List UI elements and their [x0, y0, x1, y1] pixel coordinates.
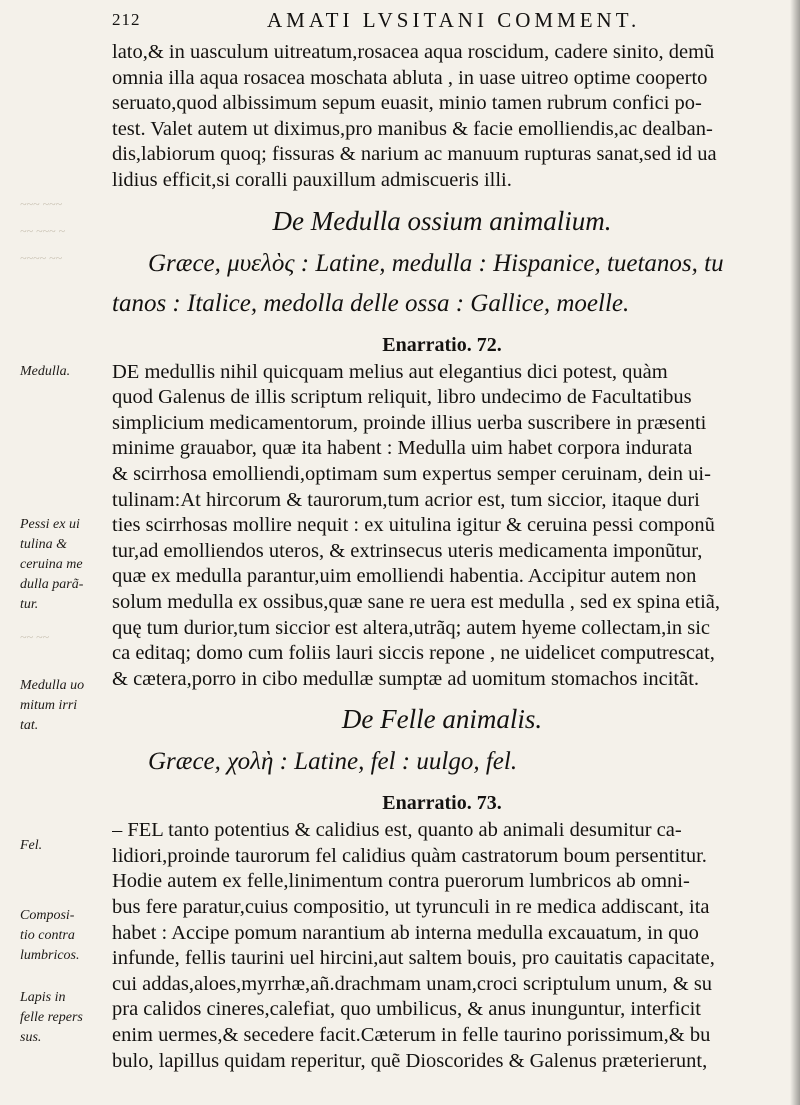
bleed-through-mark: ~~ ~~ — [20, 630, 49, 644]
synonyms-line: tanos : Italice, medolla delle ossa : Gallice, moelle. — [112, 289, 630, 317]
text-line: habet : Accipe pomum narantium ab interna medulla excauatum, in quo — [112, 921, 699, 944]
text-line: solum medulla ex ossibus,quæ sane re uera est medulla , sed ex spina etiã, — [112, 590, 721, 613]
margin-note-vomitum: Medulla uo mitum irri tat. — [20, 678, 85, 733]
bleed-through-mark: ~~~ ~~~ — [20, 197, 62, 211]
section-heading-fel: De Felle animalis. — [341, 704, 543, 735]
paragraph-medulla — [112, 360, 772, 693]
text-line: quod Galenus de illis scriptum reliquit, libro undecimo de Facultatibus — [112, 386, 692, 409]
text-line: tur,ad emolliendos uteros, & extrinsecus uteris medicamenta imponũtur, — [112, 539, 703, 562]
text-line: dis,labiorum quoq; fissuras & narium ac manuum rupturas sanat,sed id ua — [112, 143, 717, 166]
section-heading-medulla: De Medulla ossium animalium. — [272, 205, 612, 236]
text-line: simplicium medicamentorum, proinde illius uerba suscribere in præsenti — [112, 411, 707, 434]
bleed-through-mark: ~~~~ ~~ — [20, 251, 62, 265]
page-header — [112, 6, 792, 36]
text-line: quæ ex medulla parantur,uim emolliendi habentia. Accipitur autem non — [112, 565, 697, 588]
text-line: Hodie autem ex felle,linimentum contra puerorum lumbricos ab omni- — [112, 870, 690, 893]
text-line: minime grauabor, quæ ita habent : Medulla uim habet corpora indurata — [112, 437, 693, 460]
text-line: & cætera,porro in cibo medullæ sumptæ ad uomitum stomachos incitãt. — [112, 667, 700, 690]
synonyms-line: Græce, χολὴ : Latine, fel : uulgo, fel. — [148, 748, 518, 776]
text-line: lidiori,proinde taurorum fel calidius quàm castratorum boum persentitur. — [112, 844, 707, 867]
text-line: lidius efficit,si coralli pauxillum admiscueris illi. — [112, 168, 512, 191]
text-line: & scirrhosa emolliendi,optimam sum expertus semper ceruinam, dein ui- — [112, 462, 711, 485]
main-text-column — [112, 40, 772, 1074]
text-line: pra calidos cineres,calefiat, quo umbilicus, & anus inunguntur, interficit — [112, 998, 701, 1021]
text-line: ties scirrhosas mollire nequit : ex uitulina igitur & ceruina pessi componũ — [112, 514, 715, 537]
synonyms-line: Græce, μυελὸς : Latine, medulla : Hispanice, tuetanos, tu — [148, 249, 724, 277]
text-line: DE medullis nihil quicquam melius aut elegantius dici potest, quàm — [112, 360, 668, 383]
margin-note-pessi: Pessi ex ui tulina & ceruina me dulla parã- tur. — [20, 517, 84, 612]
bleed-through-mark: ~~ ~~~ ~ — [20, 224, 65, 238]
paragraph-fel — [112, 818, 772, 1074]
margin-note-lapis: Lapis in felle repers sus. — [20, 990, 83, 1045]
text-line: enim uermes,& secedere facit.Cæterum in felle taurino porissimum,& bu — [112, 1024, 711, 1047]
text-line: bulo, lapillus quidam reperitur, quẽ Dioscorides & Galenus præterierunt, — [112, 1049, 708, 1072]
text-line: – FEL tanto potentius & calidius est, quanto ab animali desumitur ca- — [112, 819, 682, 842]
text-line: ca editaq; domo cum foliis lauri siccis repone , ne uidelicet computrescat, — [112, 642, 715, 665]
text-line: cui addas,aloes,myrrhæ,añ.drachmam unam,croci scriptulum unum, & su — [112, 972, 713, 995]
running-head: AMATI LVSITANI COMMENT. — [267, 8, 641, 32]
enarratio-heading: Enarratio. 72. — [382, 333, 502, 356]
folio-number: 212 — [112, 10, 141, 29]
text-line: seruato,quod albissimum sepum euasit, minio tamen rubrum confici po- — [112, 92, 702, 115]
page-gutter-shadow — [790, 0, 800, 1105]
text-line: omnia illa aqua rosacea moschata abluta , in uase uitreo optime cooperto — [112, 66, 708, 89]
enarratio-heading: Enarratio. 73. — [382, 792, 502, 815]
paragraph-continuation — [112, 40, 772, 194]
margin-note-compositio: Composi- tio contra lumbricos. — [20, 908, 80, 963]
text-line: infunde, fellis taurini uel hircini,aut saltem bouis, pro cauitatis capacitate, — [112, 947, 715, 970]
text-line: test. Valet autem ut diximus,pro manibus & facie emolliendis,ac dealban- — [112, 117, 713, 140]
text-line: quę tum durior,tum siccior est altera,utrãq; autem hyeme collectam,in sic — [112, 616, 711, 639]
text-line: lato,& in uasculum uitreatum,rosacea aqua roscidum, cadere sinito, demũ — [112, 41, 715, 63]
margin-note-medulla: Medulla. — [20, 364, 71, 379]
text-line: bus fere paratur,cuius compositio, ut tyrunculi in re medica addiscant, ita — [112, 896, 710, 919]
margin-note-fel: Fel. — [20, 838, 43, 853]
text-line: tulinam:At hircorum & taurorum,tum acrior est, tum siccior, itaque duri — [112, 488, 700, 511]
